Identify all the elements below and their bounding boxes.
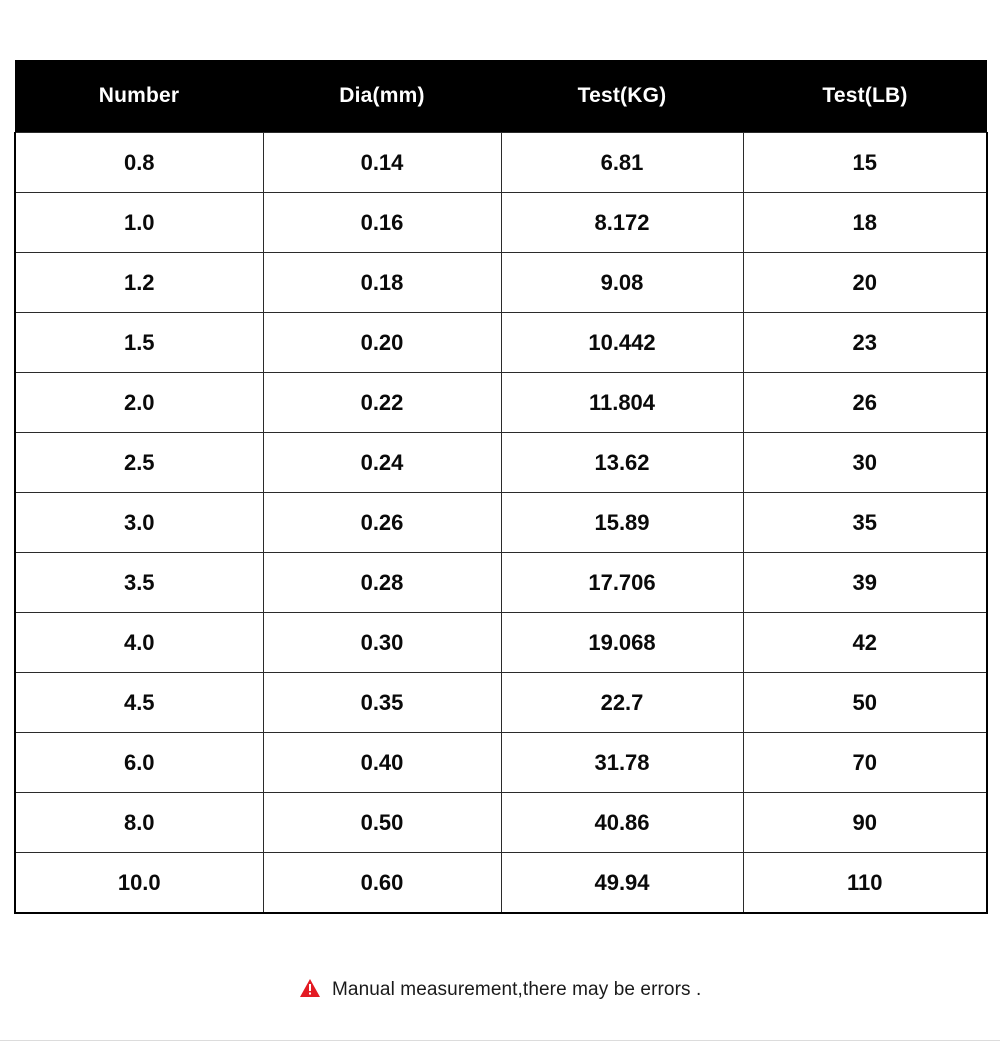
cell-diameter: 0.26: [263, 493, 501, 553]
table-row: [15, 613, 987, 673]
cell-diameter: 0.40: [263, 733, 501, 793]
cell-test-lb: 23: [743, 313, 987, 373]
warning-triangle-icon: [299, 978, 321, 998]
cell-test-kg: 9.08: [501, 253, 743, 313]
cell-test-kg: 15.89: [501, 493, 743, 553]
disclaimer-text: Manual measurement,there may be errors .: [332, 979, 702, 1000]
measurement-disclaimer: [0, 978, 1000, 1001]
table-row: [15, 433, 987, 493]
cell-number: 1.2: [15, 253, 263, 313]
cell-diameter: 0.20: [263, 313, 501, 373]
table-row: [15, 793, 987, 853]
cell-diameter: 0.35: [263, 673, 501, 733]
cell-test-kg: 22.7: [501, 673, 743, 733]
cell-diameter: 0.22: [263, 373, 501, 433]
fishing-line-spec-table: [14, 60, 988, 914]
cell-diameter: 0.60: [263, 853, 501, 914]
cell-test-kg: 8.172: [501, 193, 743, 253]
cell-test-kg: 10.442: [501, 313, 743, 373]
column-header-test-kg: Test(KG): [501, 60, 743, 133]
cell-diameter: 0.18: [263, 253, 501, 313]
cell-test-lb: 15: [743, 133, 987, 193]
table-header: [15, 60, 987, 133]
cell-test-lb: 110: [743, 853, 987, 914]
table-row: [15, 853, 987, 914]
cell-diameter: 0.24: [263, 433, 501, 493]
cell-test-lb: 35: [743, 493, 987, 553]
cell-number: 0.8: [15, 133, 263, 193]
cell-test-kg: 19.068: [501, 613, 743, 673]
cell-number: 3.5: [15, 553, 263, 613]
cell-diameter: 0.14: [263, 133, 501, 193]
cell-number: 6.0: [15, 733, 263, 793]
cell-number: 4.5: [15, 673, 263, 733]
table-row: [15, 733, 987, 793]
cell-test-lb: 39: [743, 553, 987, 613]
cell-test-kg: 40.86: [501, 793, 743, 853]
cell-test-kg: 11.804: [501, 373, 743, 433]
cell-number: 4.0: [15, 613, 263, 673]
table-row: [15, 133, 987, 193]
cell-number: 2.0: [15, 373, 263, 433]
cell-number: 1.0: [15, 193, 263, 253]
cell-test-lb: 26: [743, 373, 987, 433]
table-row: [15, 193, 987, 253]
table-row: [15, 553, 987, 613]
cell-test-lb: 70: [743, 733, 987, 793]
cell-number: 2.5: [15, 433, 263, 493]
column-header-test-lb: Test(LB): [743, 60, 987, 133]
cell-test-kg: 17.706: [501, 553, 743, 613]
cell-test-kg: 31.78: [501, 733, 743, 793]
cell-test-kg: 49.94: [501, 853, 743, 914]
cell-test-kg: 13.62: [501, 433, 743, 493]
cell-diameter: 0.16: [263, 193, 501, 253]
table-row: [15, 673, 987, 733]
column-header-number: Number: [15, 60, 263, 133]
table-row: [15, 373, 987, 433]
cell-test-lb: 90: [743, 793, 987, 853]
cell-test-lb: 30: [743, 433, 987, 493]
cell-test-lb: 18: [743, 193, 987, 253]
table-body: [15, 133, 987, 914]
cell-number: 8.0: [15, 793, 263, 853]
cell-test-kg: 6.81: [501, 133, 743, 193]
cell-number: 3.0: [15, 493, 263, 553]
table-row: [15, 253, 987, 313]
cell-number: 10.0: [15, 853, 263, 914]
fishing-line-spec-table-container: [14, 60, 986, 914]
cell-test-lb: 42: [743, 613, 987, 673]
table-header-row: [15, 60, 987, 133]
bottom-divider: [0, 1040, 1000, 1041]
cell-diameter: 0.30: [263, 613, 501, 673]
cell-test-lb: 20: [743, 253, 987, 313]
cell-test-lb: 50: [743, 673, 987, 733]
table-row: [15, 313, 987, 373]
cell-number: 1.5: [15, 313, 263, 373]
column-header-diameter: Dia(mm): [263, 60, 501, 133]
table-row: [15, 493, 987, 553]
cell-diameter: 0.28: [263, 553, 501, 613]
cell-diameter: 0.50: [263, 793, 501, 853]
